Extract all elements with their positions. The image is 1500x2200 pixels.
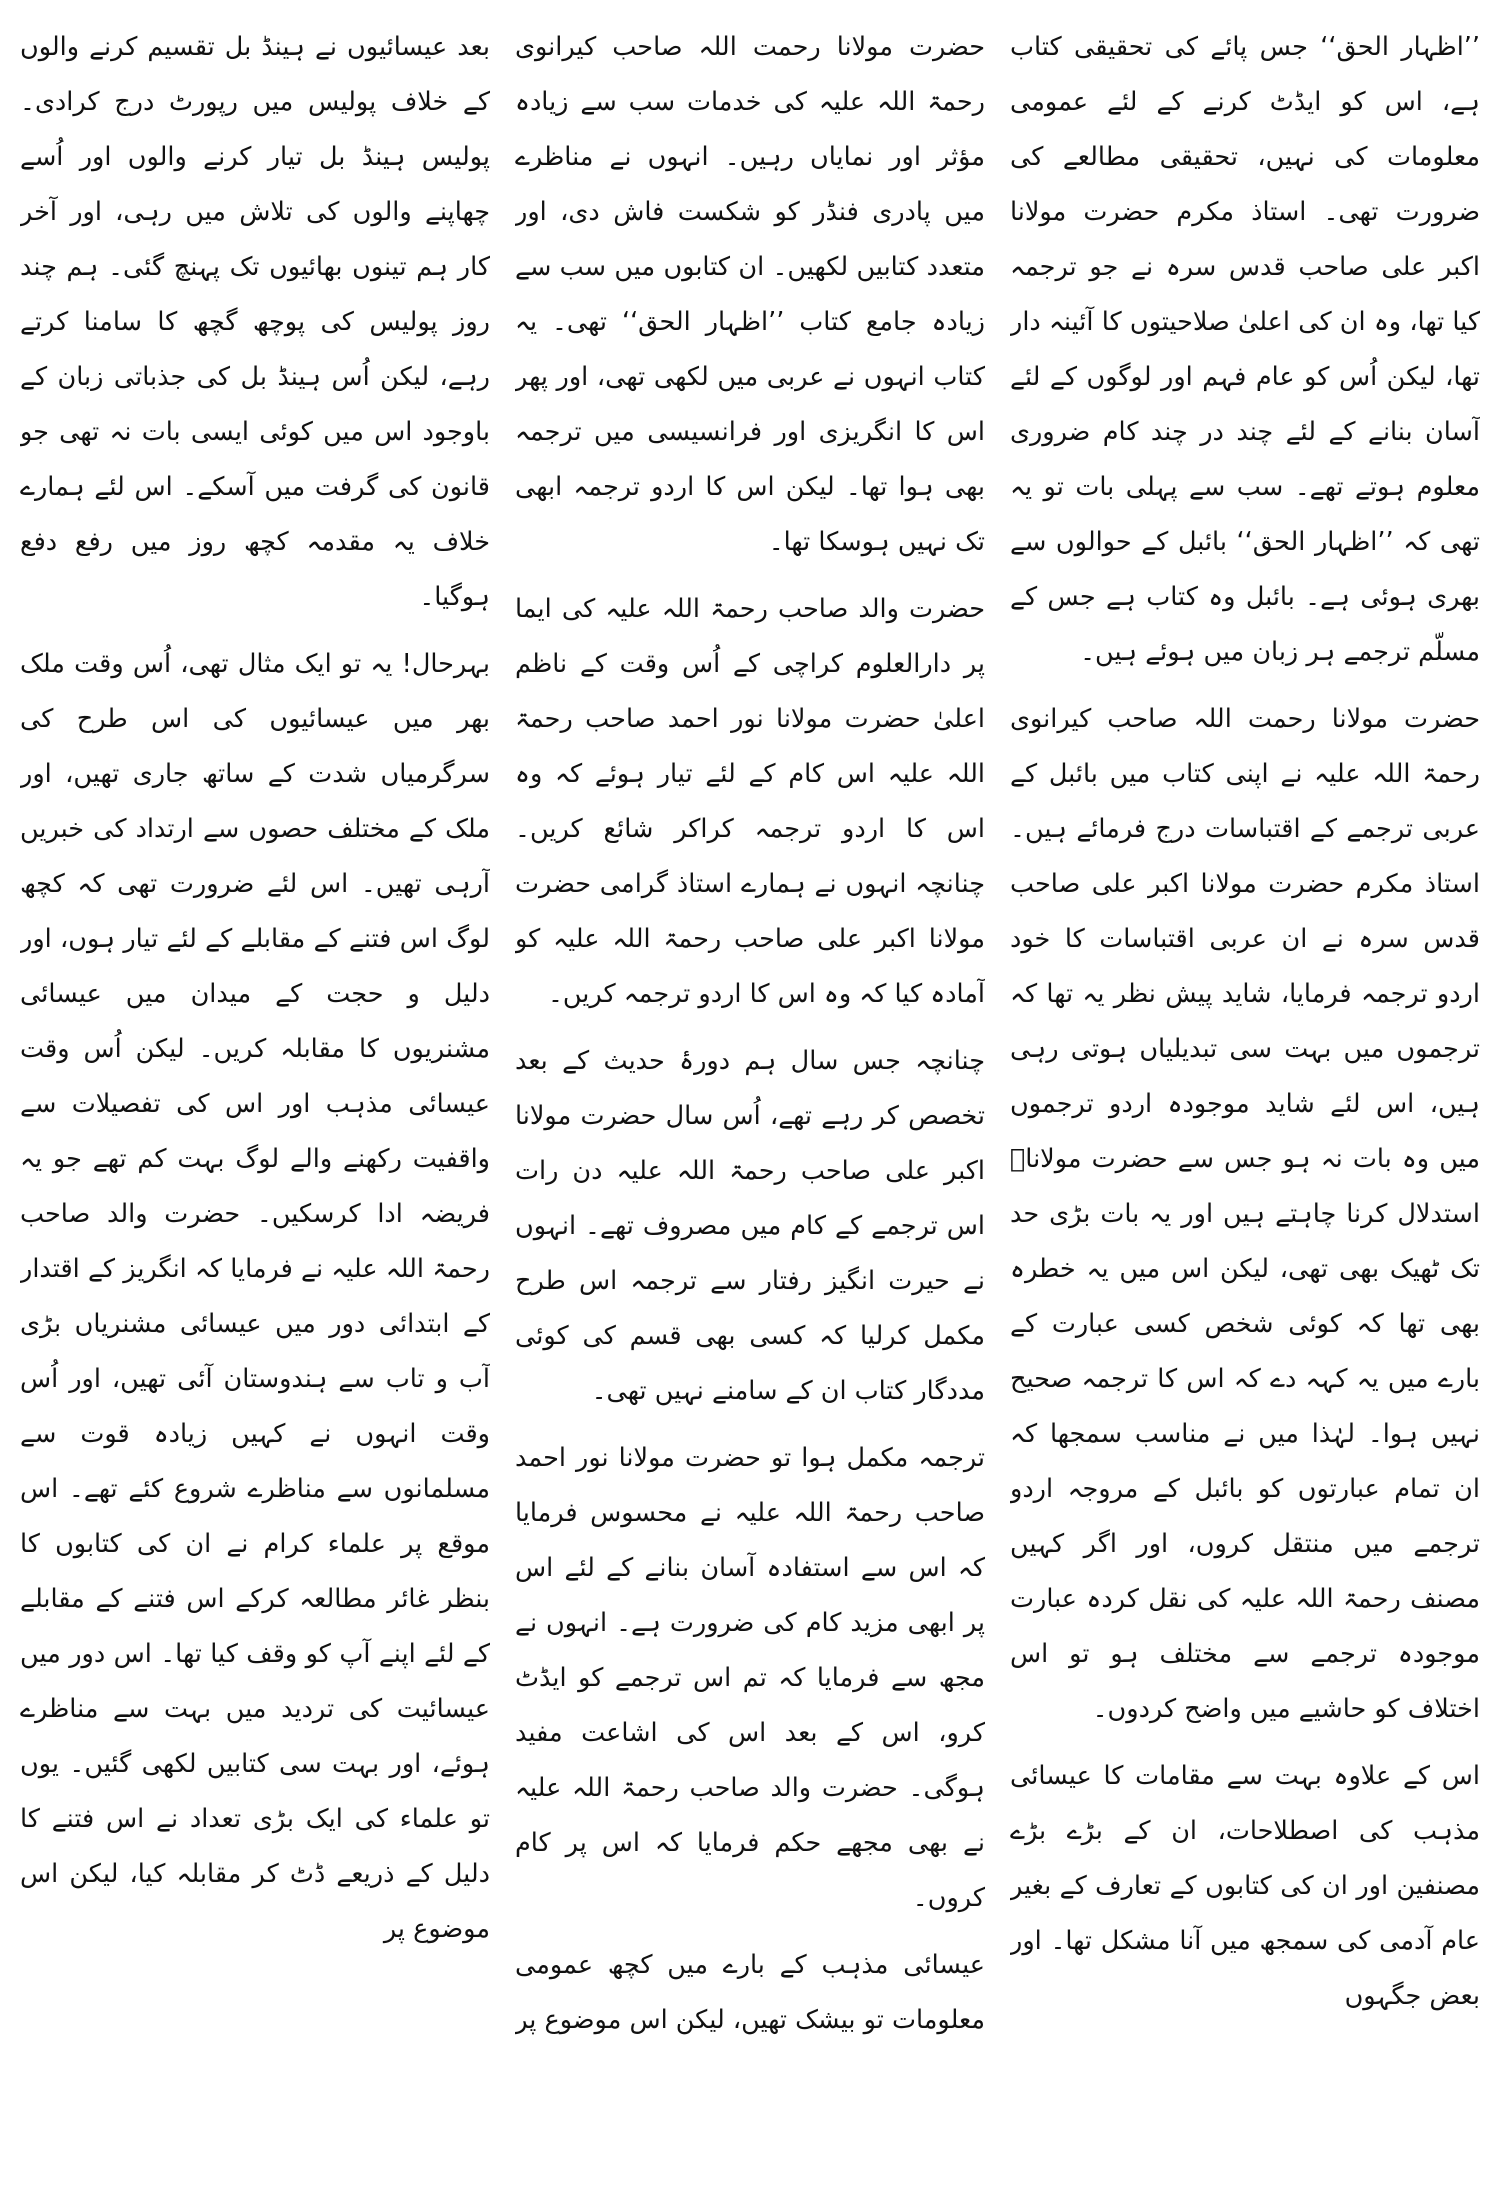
newspaper-page — [20, 20, 1480, 2185]
paragraph: حضرت والد صاحب رحمۃ اللہ علیہ کی ایما پر دارالعلوم کراچی کے اُس وقت کے ناظم اعلیٰ حضرت مولانا نور احمد صاحب رحمۃ اللہ علیہ اس کام کے لئے تیار ہوئے کہ وہ اس کا اردو ترجمہ کراکر شائع کریں۔ چنانچہ انہوں نے ہمارے استاذ گرامی حضرت مولانا اکبر علی صاحب رحمۃ اللہ علیہ کو آمادہ کیا کہ وہ اس کا اردو ترجمہ کریں۔ — [515, 594, 985, 1009]
paragraph: ترجمہ مکمل ہوا تو حضرت مولانا نور احمد صاحب رحمۃ اللہ علیہ نے محسوس فرمایا کہ اس سے استفادہ آسان بنانے کے لئے اس پر ابھی مزید کام کی ضرورت ہے۔ انہوں نے مجھ سے فرمایا کہ تم اس ترجمے کو ایڈٹ کرو، اس کے بعد اس کی اشاعت مفید ہوگی۔ حضرت والد صاحب رحمۃ اللہ علیہ نے بھی مجھے حکم فرمایا کہ اس پر کام کروں۔ — [515, 1443, 985, 1913]
paragraph: اس کے علاوہ بہت سے مقامات کا عیسائی مذہب کی اصطلاحات، ان کے بڑے بڑے مصنفین اور ان کی کتابوں کے تعارف کے بغیر عام آدمی کی سمجھ میں آنا مشکل تھا۔ اور بعض جگہوں — [1010, 1761, 1480, 2011]
paragraph: بعد عیسائیوں نے ہینڈ بل تقسیم کرنے والوں کے خلاف پولیس میں رپورٹ درج کرادی۔ پولیس ہینڈ بل تیار کرنے والوں اور اُسے چھاپنے والوں کی تلاش میں رہی، اور آخر کار ہم تینوں بھائیوں تک پہنچ گئی۔ ہم چند روز پولیس کی پوچھ گچھ کا سامنا کرتے رہے، لیکن اُس ہینڈ بل کی جذباتی زبان کے باوجود اس میں کوئی ایسی بات نہ تھی جو قانون کی گرفت میں آسکے۔ اس لئے ہمارے خلاف یہ مقدمہ کچھ روز میں رفع دفع ہوگیا۔ — [20, 32, 490, 612]
paragraph: چنانچہ جس سال ہم دورۂ حدیث کے بعد تخصص کر رہے تھے، اُس سال حضرت مولانا اکبر علی صاحب رحمۃ اللہ علیہ دن رات اس ترجمے کے کام میں مصروف تھے۔ انہوں نے حیرت انگیز رفتار سے ترجمہ اس طرح مکمل کرلیا کہ کسی بھی قسم کی کوئی مددگار کتاب ان کے سامنے نہیں تھی۔ — [515, 1046, 985, 1406]
column-left — [1010, 20, 1480, 2185]
paragraph: ’’اظہار الحق‘‘ جس پائے کی تحقیقی کتاب ہے، اس کو ایڈٹ کرنے کے لئے عمومی معلومات کی نہیں، تحقیقی مطالعے کی ضرورت تھی۔ استاذ مکرم حضرت مولانا اکبر علی صاحب قدس سرہ نے جو ترجمہ کیا تھا، وہ ان کی اعلیٰ صلاحیتوں کا آئینہ دار تھا، لیکن اُس کو عام فہم اور لوگوں کے لئے آسان بنانے کے لئے چند در چند کام ضروری معلوم ہوتے تھے۔ سب سے پہلی بات تو یہ تھی کہ ’’اظہار الحق‘‘ بائبل کے حوالوں سے بھری ہوئی ہے۔ بائبل وہ کتاب ہے جس کے مسلّم ترجمے ہر زبان میں ہوئے ہیں۔ — [1010, 32, 1480, 667]
paragraph: حضرت مولانا رحمت اللہ صاحب کیرانوی رحمۃ اللہ علیہ نے اپنی کتاب میں بائبل کے عربی ترجمے کے اقتباسات درج فرمائے ہیں۔ استاذ مکرم حضرت مولانا اکبر علی صاحب قدس سرہ نے ان عربی اقتباسات کا خود اردو ترجمہ فرمایا، شاید پیش نظر یہ تھا کہ ترجموں میں بہت سی تبدیلیاں ہوتی رہی ہیں، اس لئے شاید موجودہ اردو ترجموں میں وہ بات نہ ہو جس سے حضرت مولاناؒ استدلال کرنا چاہتے ہیں اور یہ بات بڑی حد تک ٹھیک بھی تھی، لیکن اس میں یہ خطرہ بھی تھا کہ کوئی شخص کسی عبارت کے بارے میں یہ کہہ دے کہ اس کا ترجمہ صحیح نہیں ہوا۔ لہٰذا میں نے مناسب سمجھا کہ ان تمام عبارتوں کو بائبل کے مروجہ اردو ترجمے میں منتقل کروں، اور اگر کہیں مصنف رحمۃ اللہ علیہ کی نقل کردہ عبارت موجودہ ترجمے سے مختلف ہو تو اس اختلاف کو حاشیے میں واضح کردوں۔ — [1010, 704, 1480, 1724]
column-middle — [515, 20, 985, 2185]
paragraph: حضرت مولانا رحمت اللہ صاحب کیرانوی رحمۃ اللہ علیہ کی خدمات سب سے زیادہ مؤثر اور نمایاں رہیں۔ انہوں نے مناظرے میں پادری فنڈر کو شکست فاش دی، اور متعدد کتابیں لکھیں۔ ان کتابوں میں سب سے زیادہ جامع کتاب ’’اظہار الحق‘‘ تھی۔ یہ کتاب انہوں نے عربی میں لکھی تھی، اور پھر اس کا انگریزی اور فرانسیسی میں ترجمہ بھی ہوا تھا۔ لیکن اس کا اردو ترجمہ ابھی تک نہیں ہوسکا تھا۔ — [515, 32, 985, 557]
paragraph: عیسائی مذہب کے بارے میں کچھ عمومی معلومات تو بیشک تھیں، لیکن اس موضوع پر — [515, 1950, 985, 2035]
paragraph: بہرحال! یہ تو ایک مثال تھی، اُس وقت ملک بھر میں عیسائیوں کی اس طرح کی سرگرمیاں شدت کے ساتھ جاری تھیں، اور ملک کے مختلف حصوں سے ارتداد کی خبریں آرہی تھیں۔ اس لئے ضرورت تھی کہ کچھ لوگ اس فتنے کے مقابلے کے لئے تیار ہوں، اور دلیل و حجت کے میدان میں عیسائی مشنریوں کا مقابلہ کریں۔ لیکن اُس وقت عیسائی مذہب اور اس کی تفصیلات سے واقفیت رکھنے والے لوگ بہت کم تھے جو یہ فریضہ ادا کرسکیں۔ حضرت والد صاحب رحمۃ اللہ علیہ نے فرمایا کہ انگریز کے اقتدار کے ابتدائی دور میں عیسائی مشنریاں بڑی آب و تاب سے ہندوستان آئی تھیں، اور اُس وقت انہوں نے کہیں زیادہ قوت سے مسلمانوں سے مناظرے شروع کئے تھے۔ اس موقع پر علماء کرام نے ان کی کتابوں کا بنظر غائر مطالعہ کرکے اس فتنے کے مقابلے کے لئے اپنے آپ کو وقف کیا تھا۔ اس دور میں عیسائیت کی تردید میں بہت سے مناظرے ہوئے، اور بہت سی کتابیں لکھی گئیں۔ یوں تو علماء کی ایک بڑی تعداد نے اس فتنے کا دلیل کے ذریعے ڈٹ کر مقابلہ کیا، لیکن اس موضوع پر — [20, 649, 490, 1944]
column-right — [20, 20, 490, 2185]
